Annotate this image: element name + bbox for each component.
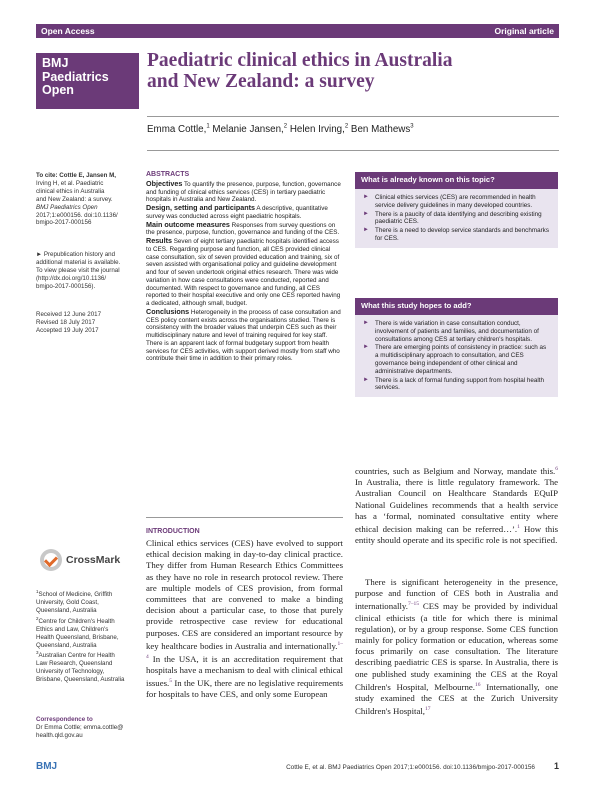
affiliation-line: Law Research, Queensland: [36, 660, 113, 668]
triangle-bullet-icon: ►: [363, 344, 369, 351]
received-date: Received 12 June 2017: [36, 311, 102, 318]
affiliation-line: Health Queensland, Brisbane,: [36, 633, 119, 641]
affiliation-line: $^1$School of Medicine, Griffith: [36, 589, 113, 599]
affiliation-marker: 2: [283, 124, 288, 130]
cite-line: Irving H, et al. Paediatric: [36, 179, 104, 187]
crossmark-badge[interactable]: [40, 547, 135, 573]
reference-marker[interactable]: 1–4: [146, 640, 343, 660]
page-number: 1: [553, 761, 559, 771]
affiliation-line: University, Gold Coast,: [36, 598, 99, 606]
article-type-label: Original article: [494, 26, 554, 36]
article-dates: [36, 311, 138, 335]
author-name: Helen Irving,$^2$: [287, 124, 349, 136]
abstract-heading: ABSTRACTS: [146, 171, 190, 178]
citation-block: [36, 172, 138, 227]
cite-line: clinical ethics in Australia: [36, 187, 105, 195]
affiliation-number: 3: [36, 650, 39, 656]
affiliations: [36, 588, 138, 684]
introduction-heading: INTRODUCTION: [146, 528, 200, 535]
triangle-bullet-icon: ►: [363, 320, 369, 326]
abstract-results: Results Seven of eight tertiary paediatric hospitals identified access to CES. Regarding purpose and function, all CES provided clinical case consultation, six of seven provided education and training, six of seven assisted with organisational policy and guideline development and four of seven undertook original ethics research. There was wide variation in how case consultations were conducted, reported and documented. With respect to governance and funding, all CES reported to their hospital executive and only one CES reported having a dedicated, although small, budget.: [146, 236, 341, 307]
cite-line: BMJ Paediatrics Open: [36, 203, 98, 211]
affiliation-marker: 1: [206, 124, 210, 130]
correspondence-line[interactable]: Dr Emma Cottle; emma.cottle@: [36, 723, 124, 731]
known-box: [355, 172, 558, 248]
affiliation-line: Queensland, Australia: [36, 606, 97, 614]
intro-paragraph: countries, such as Belgium and Norway, mandate this.$^6$ In Australia, there is little regulatory framework. The Australian Council on Healthcare Standards EQuIP National Guidelines recommends that a health service has a ‘formal, nominated consultative entity where ethical decision making can be referred…’.$^1$ How this entity should operate and its specific role is not specified.: [355, 465, 558, 546]
reference-marker[interactable]: 16: [475, 681, 481, 688]
correspondence: [36, 716, 138, 740]
divider: [147, 116, 559, 117]
box-list-item: ► There is wide variation in case consultation conduct, involvement of patients and families, and documentation of consultations among CES at tertiary children's hospitals.: [363, 320, 539, 343]
reference-marker[interactable]: 7–15: [407, 601, 419, 608]
box-list-item: ► Clinical ethics services (CES) are recommended in health service delivery guidelines in many developed countries.: [363, 194, 536, 209]
intro-paragraph: There is significant heterogeneity in the presence, purpose and function of CES both in Australia and internationally.$^{7-15}$ CES may be provided by individual clinical ethicists (a title for which there is minimal regulation), or by a group response. Some CES function mainly for policy formation or education, whereas some focus primarily on case consultation. The literature describing paediatric CES is sparse. In Australia, there is one published study examining the CES at the Royal Children's Hospital, Melbourne.$^{16}$ Internationally, one study examined the CES at the Zurich University Children's Hospital,$^{17}$: [355, 577, 559, 716]
prepub-line: ► Prepublication history and: [36, 251, 116, 258]
known-list: [355, 189, 558, 248]
accepted-date: Accepted 19 July 2017: [36, 326, 99, 334]
intro-paragraph: Clinical ethics services (CES) have evolved to support ethical decision making in day-to-day clinical practice. They differ from Human Research Ethics Committees as they have no role in research protocol review. There are multiple models of CES provision, from formal committees that are convened to make a binding decision about a particular case, to those that purely provide retrospective case review for educational purposes. CES are considered an important resource by key healthcare bodies in Australia and internationally.$^{1-4}$ In the USA, it is an accreditation requirement that hospitals have a mechanism to deal with clinical ethical issues.$^5$ In the UK, there are no legislative requirements for hospitals to have CES, and only some European: [146, 538, 343, 700]
author-name: Ben Mathews$^3$: [348, 124, 414, 136]
bmj-logo: BMJ: [36, 761, 58, 772]
adds-box: [355, 298, 558, 397]
prepub-line: additional material is available.: [36, 258, 121, 266]
correspondence-heading: Correspondence to: [36, 716, 93, 723]
box-list-item: ► There are emerging points of consistency in practice: such as a multidisciplinary approach to consultation, and CES governance being independent of other clinical and administrative departments.: [363, 344, 547, 375]
affiliation-line: Ethics and Law, Children's: [36, 625, 109, 633]
prepub-line: bmjpo-2017-000156).: [36, 282, 96, 290]
prepub-link[interactable]: (http://dx.doi.org/10.1136/: [36, 274, 107, 282]
page-footer: [36, 761, 559, 775]
title-line: Paediatric clinical ethics in Australia: [147, 50, 453, 71]
prepub-line: To view please visit the journal: [36, 266, 120, 274]
affiliation-marker: 2: [344, 124, 349, 130]
journal-brand-logo: [36, 53, 139, 109]
triangle-bullet-icon: ►: [363, 210, 369, 217]
cite-line: 2017;1:e000156. doi:10.1136/: [36, 211, 118, 219]
affiliation-line: Brisbane, Queensland, Australia: [36, 676, 125, 684]
triangle-bullet-icon: ►: [363, 227, 369, 234]
affiliation-line: $^3$Australian Centre for Health: [36, 650, 115, 660]
reference-marker[interactable]: 5: [169, 678, 172, 685]
box-list-item: ► There is a lack of formal funding support from hospital health services.: [363, 376, 545, 392]
prepublication-note[interactable]: [36, 251, 138, 291]
affiliation-marker: 3: [410, 124, 414, 130]
brand-line: Open: [42, 83, 74, 97]
abstract-objectives: Objectives To quantify the presence, purpose, function, governance and funding of clinical ethics services (CES) in tertiary paediatric hospitals in Australia and New Zealand.: [146, 178, 341, 204]
author-name: Emma Cottle,$^1$: [147, 124, 210, 136]
abstract-main-outcomes: Main outcome measures Responses from survey questions on the presence, purpose, function, governance and funding of the CES.: [146, 219, 340, 237]
reference-marker[interactable]: 6: [555, 466, 558, 472]
box-list-item: ► There is a paucity of data identifying and describing existing paediatric CES.: [363, 210, 542, 226]
affiliation-number: 2: [36, 615, 39, 621]
abstract-design: Design, setting and participants A descriptive, quantitative survey was conducted across eight paediatric hospitals.: [146, 203, 328, 220]
box-list-item: ► There is a need to develop service standards and benchmarks for CES.: [363, 227, 549, 242]
reference-marker[interactable]: 17: [425, 706, 431, 713]
revised-date: Revised 18 July 2017: [36, 318, 96, 326]
affiliation-number: 1: [36, 589, 39, 594]
abstract-conclusions: Conclusions Heterogeneity in the process of case consultation and CES policy content exists across the organisations studied. There is consistency with the broader values that underpin CES such as their multidisciplinary nature and level of training required for key staff. There is an apparent lack of formal budgetary support from health services for CES activities, with support derived mostly from staff who contribute their time in addition to their primary roles.: [146, 306, 341, 363]
crossmark-icon: [40, 549, 62, 571]
author-name: Melanie Jansen,$^2$: [209, 124, 288, 136]
crossmark-label: CrossMark: [66, 554, 121, 566]
author-list: [147, 124, 557, 135]
header-bar: [36, 24, 559, 38]
article-title: [147, 50, 557, 92]
cite-line: To cite: Cottle E, Jansen M,: [36, 172, 116, 179]
title-line: and New Zealand: a survey: [147, 71, 375, 92]
affiliation-line: Queensland, Australia: [36, 641, 97, 649]
triangle-bullet-icon: ►: [363, 194, 369, 200]
triangle-bullet-icon: ►: [363, 376, 369, 383]
affiliation-line: University of Technology,: [36, 668, 105, 676]
affiliation-line: $^2$Centre for Children's Health: [36, 615, 115, 625]
cite-line: and New Zealand: a survey.: [36, 195, 113, 203]
brand-line: Paediatrics: [42, 69, 109, 84]
adds-box-heading: What this study hopes to add?: [355, 298, 558, 315]
footer-citation: Cottle E, et al. BMJ Paediatrics Open 2017;1:e000156. doi:10.1136/bmjpo-2017-000156: [286, 764, 535, 771]
reference-marker[interactable]: 1: [517, 523, 520, 530]
known-box-heading: What is already known on this topic?: [355, 172, 558, 189]
correspondence-line[interactable]: health.qld.gov.au: [36, 731, 83, 739]
brand-line: BMJ: [42, 56, 69, 70]
divider: [147, 150, 559, 151]
adds-list: [355, 315, 558, 397]
abstract: [146, 171, 343, 363]
divider: [146, 517, 343, 518]
open-access-label: Open Access: [41, 26, 95, 36]
cite-line: bmjpo-2017-000156: [36, 219, 92, 227]
